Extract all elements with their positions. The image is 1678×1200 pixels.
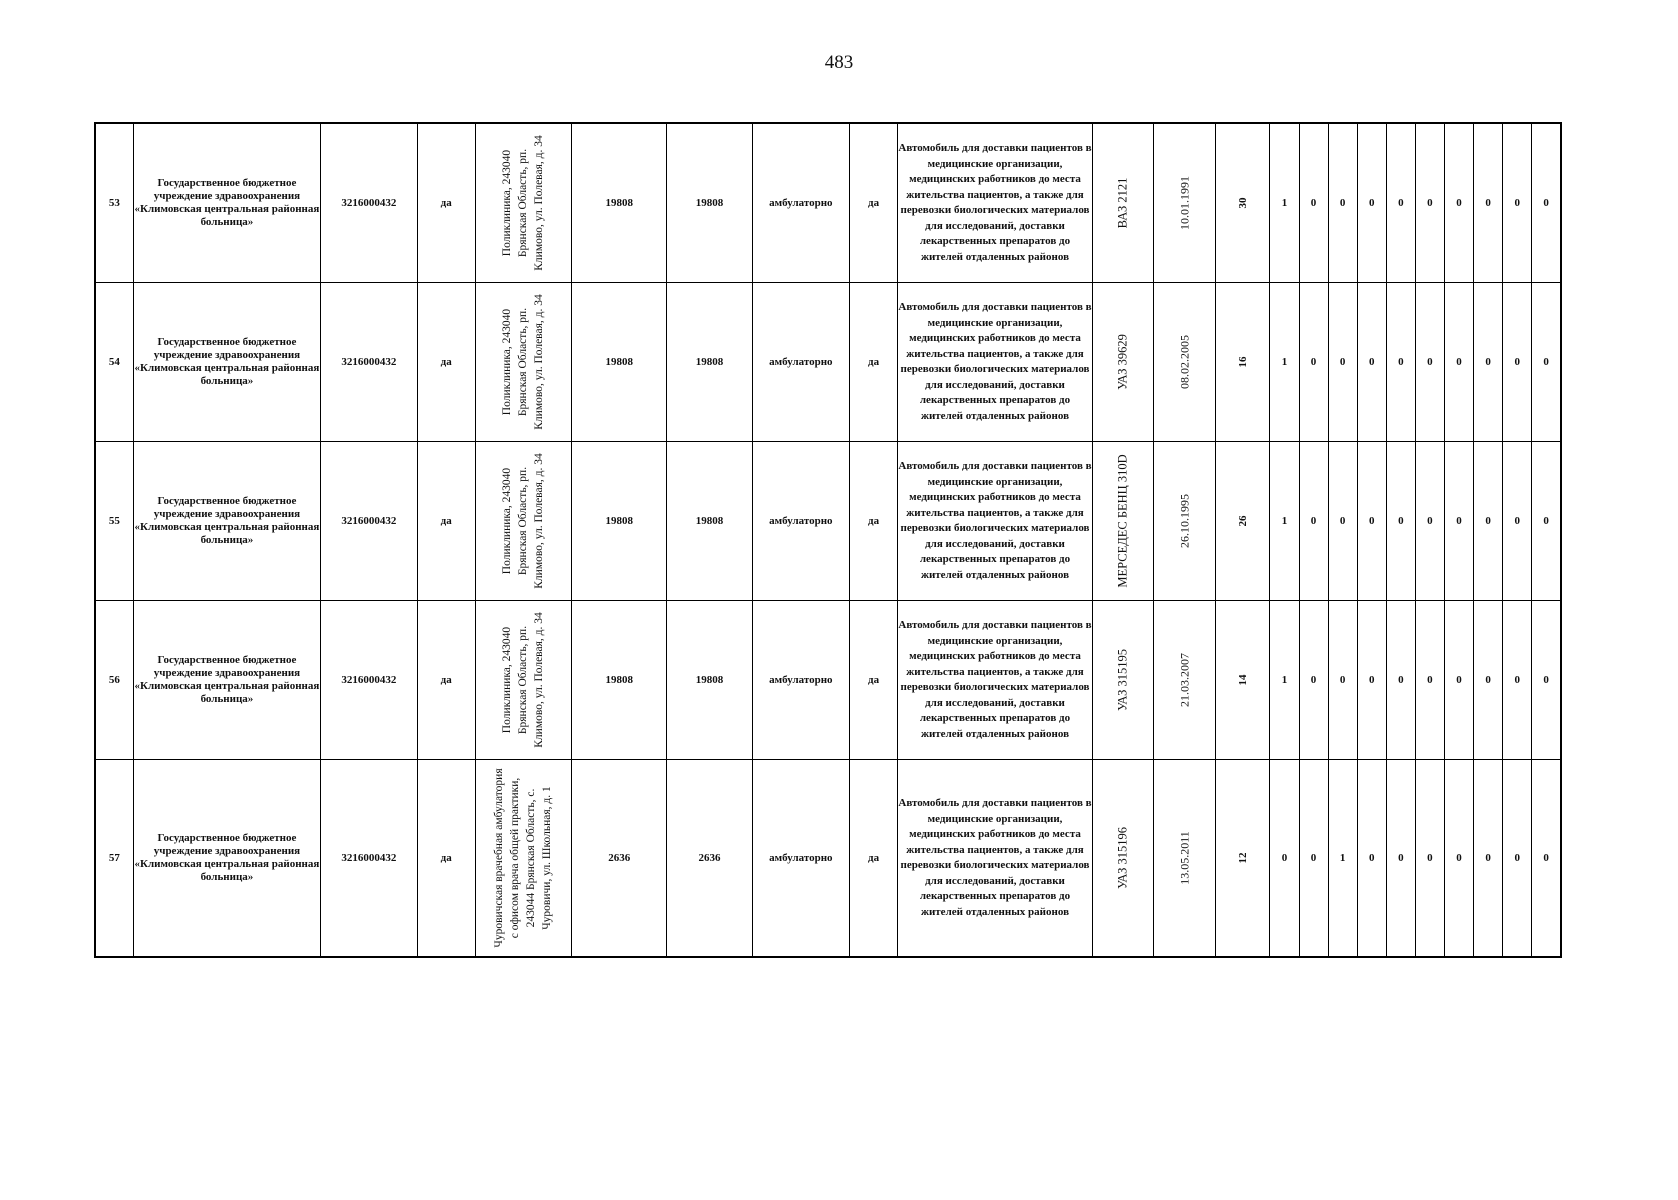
vehicle-model: ВАЗ 2121 (1115, 177, 1130, 229)
address-cell (475, 601, 571, 760)
indicator-cell: 0 (1474, 601, 1503, 760)
vehicle-purpose: Автомобиль для доставки пациентов в медицинские организации, медицинских работников до места жительства пациентов, а также для перевозки биологических материалов для исследований, доставки лекарственных препаратов до жителей отдаленных районов (898, 442, 1093, 601)
address: Поликлиника, 243040 Брянская Область, рп. Климово, ул. Полевая, д. 34 (501, 294, 546, 430)
indicator-cell: 0 (1299, 442, 1328, 601)
vehicle-age: 16 (1236, 356, 1249, 368)
indicator-cell: 0 (1357, 123, 1386, 283)
flag-yes: да (417, 760, 475, 958)
vehicle-model: УАЗ 315196 (1115, 826, 1130, 890)
vehicle-purpose: Автомобиль для доставки пациентов в медицинские организации, медицинских работников до места жительства пациентов, а также для перевозки биологических материалов для исследований, доставки лекарственных препаратов до жителей отдаленных районов (898, 601, 1093, 760)
indicator-cell: 0 (1474, 283, 1503, 442)
count-cell (1216, 442, 1270, 601)
vehicle-age: 12 (1236, 852, 1249, 864)
vehicle-purpose: Автомобиль для доставки пациентов в медицинские организации, медицинских работников до места жительства пациентов, а также для перевозки биологических материалов для исследований, доставки лекарственных препаратов до жителей отдаленных районов (898, 123, 1093, 283)
model-cell (1092, 442, 1153, 601)
indicator-cell: 1 (1270, 123, 1299, 283)
indicator-cell: 0 (1474, 442, 1503, 601)
indicator-cell: 0 (1299, 601, 1328, 760)
model-cell (1092, 760, 1153, 958)
indicator-cell: 0 (1357, 283, 1386, 442)
care-type: амбулаторно (752, 760, 849, 958)
flag-yes: да (417, 601, 475, 760)
indicator-cell: 0 (1299, 123, 1328, 283)
table-row (95, 760, 1561, 958)
indicator-cell: 1 (1270, 601, 1299, 760)
population-served: 19808 (667, 123, 752, 283)
indicator-cell: 0 (1386, 283, 1415, 442)
inn: 3216000432 (321, 442, 417, 601)
indicator-cell: 0 (1532, 760, 1561, 958)
table-row (95, 442, 1561, 601)
population-served: 19808 (667, 283, 752, 442)
indicator-cell: 0 (1270, 760, 1299, 958)
flag-yes: да (417, 123, 475, 283)
indicator-cell: 0 (1357, 601, 1386, 760)
indicator-cell: 1 (1270, 283, 1299, 442)
indicator-cell: 0 (1357, 442, 1386, 601)
population: 19808 (572, 123, 667, 283)
organization-name: Государственное бюджетное учреждение здравоохранения «Климовская центральная районная больница» (133, 760, 321, 958)
flag-yes-2: да (850, 601, 898, 760)
indicator-cell: 0 (1328, 283, 1357, 442)
indicator-cell: 0 (1415, 760, 1444, 958)
address-cell (475, 442, 571, 601)
indicator-cell: 0 (1532, 283, 1561, 442)
date-cell (1154, 442, 1216, 601)
inn: 3216000432 (321, 601, 417, 760)
row-number: 54 (95, 283, 133, 442)
organization-name: Государственное бюджетное учреждение здравоохранения «Климовская центральная районная больница» (133, 601, 321, 760)
flag-yes-2: да (850, 123, 898, 283)
address: Поликлиника, 243040 Брянская Область, рп. Климово, ул. Полевая, д. 34 (501, 612, 546, 748)
address-cell (475, 760, 571, 958)
population-served: 2636 (667, 760, 752, 958)
indicator-cell: 0 (1386, 760, 1415, 958)
table-row (95, 283, 1561, 442)
registration-date: 21.03.2007 (1177, 653, 1192, 707)
indicator-cell: 0 (1415, 601, 1444, 760)
row-number: 57 (95, 760, 133, 958)
vehicle-age: 26 (1236, 515, 1249, 527)
indicator-cell: 0 (1357, 760, 1386, 958)
indicator-cell: 0 (1299, 283, 1328, 442)
count-cell (1216, 760, 1270, 958)
vehicle-model: УАЗ 315195 (1115, 648, 1130, 712)
table-row (95, 601, 1561, 760)
indicator-cell: 0 (1328, 442, 1357, 601)
count-cell (1216, 283, 1270, 442)
registration-date: 10.01.1991 (1177, 176, 1192, 230)
indicator-cell: 0 (1415, 283, 1444, 442)
indicator-cell: 1 (1328, 760, 1357, 958)
vehicle-model: МЕРСЕДЕС БЕНЦ 310D (1115, 454, 1130, 588)
care-type: амбулаторно (752, 442, 849, 601)
indicator-cell: 0 (1474, 123, 1503, 283)
flag-yes-2: да (850, 760, 898, 958)
address-cell (475, 283, 571, 442)
indicator-cell: 0 (1444, 123, 1473, 283)
organization-name: Государственное бюджетное учреждение здравоохранения «Климовская центральная районная больница» (133, 283, 321, 442)
registration-date: 13.05.2011 (1177, 831, 1192, 885)
inn: 3216000432 (321, 123, 417, 283)
flag-yes-2: да (850, 442, 898, 601)
indicator-cell: 1 (1270, 442, 1299, 601)
vehicle-model: УАЗ 39629 (1115, 334, 1130, 390)
organization-name: Государственное бюджетное учреждение здравоохранения «Климовская центральная районная больница» (133, 123, 321, 283)
page-number: 483 (824, 52, 854, 73)
registration-date: 08.02.2005 (1177, 335, 1192, 389)
indicator-cell: 0 (1299, 760, 1328, 958)
registry-body (95, 123, 1561, 957)
indicator-cell: 0 (1503, 601, 1532, 760)
vehicle-age: 14 (1236, 674, 1249, 686)
row-number: 53 (95, 123, 133, 283)
date-cell (1154, 283, 1216, 442)
indicator-cell: 0 (1444, 442, 1473, 601)
vehicle-purpose: Автомобиль для доставки пациентов в медицинские организации, медицинских работников до места жительства пациентов, а также для перевозки биологических материалов для исследований, доставки лекарственных препаратов до жителей отдаленных районов (898, 760, 1093, 958)
indicator-cell: 0 (1386, 601, 1415, 760)
care-type: амбулаторно (752, 283, 849, 442)
indicator-cell: 0 (1532, 442, 1561, 601)
indicator-cell: 0 (1328, 123, 1357, 283)
population-served: 19808 (667, 442, 752, 601)
table-row (95, 123, 1561, 283)
population: 19808 (572, 442, 667, 601)
date-cell (1154, 601, 1216, 760)
address: Поликлиника, 243040 Брянская Область, рп. Климово, ул. Полевая, д. 34 (501, 453, 546, 589)
organization-name: Государственное бюджетное учреждение здравоохранения «Климовская центральная районная больница» (133, 442, 321, 601)
indicator-cell: 0 (1415, 123, 1444, 283)
flag-yes: да (417, 283, 475, 442)
address-cell (475, 123, 571, 283)
inn: 3216000432 (321, 283, 417, 442)
vehicle-age: 30 (1236, 197, 1249, 209)
indicator-cell: 0 (1444, 283, 1473, 442)
count-cell (1216, 601, 1270, 760)
indicator-cell: 0 (1503, 442, 1532, 601)
model-cell (1092, 283, 1153, 442)
care-type: амбулаторно (752, 601, 849, 760)
indicator-cell: 0 (1328, 601, 1357, 760)
indicator-cell: 0 (1503, 283, 1532, 442)
indicator-cell: 0 (1386, 442, 1415, 601)
indicator-cell: 0 (1532, 601, 1561, 760)
population-served: 19808 (667, 601, 752, 760)
indicator-cell: 0 (1503, 123, 1532, 283)
indicator-cell: 0 (1386, 123, 1415, 283)
care-type: амбулаторно (752, 123, 849, 283)
address: Чуровичская врачебная амбулатория с офисом врача общей практики, 243044 Брянская Область, с. Чуровичи, ул. Школьная, д. 1 (493, 768, 554, 948)
count-cell (1216, 123, 1270, 283)
indicator-cell: 0 (1444, 760, 1473, 958)
row-number: 56 (95, 601, 133, 760)
row-number: 55 (95, 442, 133, 601)
population: 19808 (572, 283, 667, 442)
address: Поликлиника, 243040 Брянская Область, рп. Климово, ул. Полевая, д. 34 (501, 135, 546, 271)
model-cell (1092, 601, 1153, 760)
model-cell (1092, 123, 1153, 283)
vehicle-purpose: Автомобиль для доставки пациентов в медицинские организации, медицинских работников до места жительства пациентов, а также для перевозки биологических материалов для исследований, доставки лекарственных препаратов до жителей отдаленных районов (898, 283, 1093, 442)
date-cell (1154, 123, 1216, 283)
flag-yes: да (417, 442, 475, 601)
flag-yes-2: да (850, 283, 898, 442)
indicator-cell: 0 (1503, 760, 1532, 958)
date-cell (1154, 760, 1216, 958)
population: 19808 (572, 601, 667, 760)
indicator-cell: 0 (1474, 760, 1503, 958)
indicator-cell: 0 (1444, 601, 1473, 760)
population: 2636 (572, 760, 667, 958)
indicator-cell: 0 (1532, 123, 1561, 283)
inn: 3216000432 (321, 760, 417, 958)
vehicle-registry-table (94, 122, 1562, 958)
indicator-cell: 0 (1415, 442, 1444, 601)
registration-date: 26.10.1995 (1177, 494, 1192, 548)
